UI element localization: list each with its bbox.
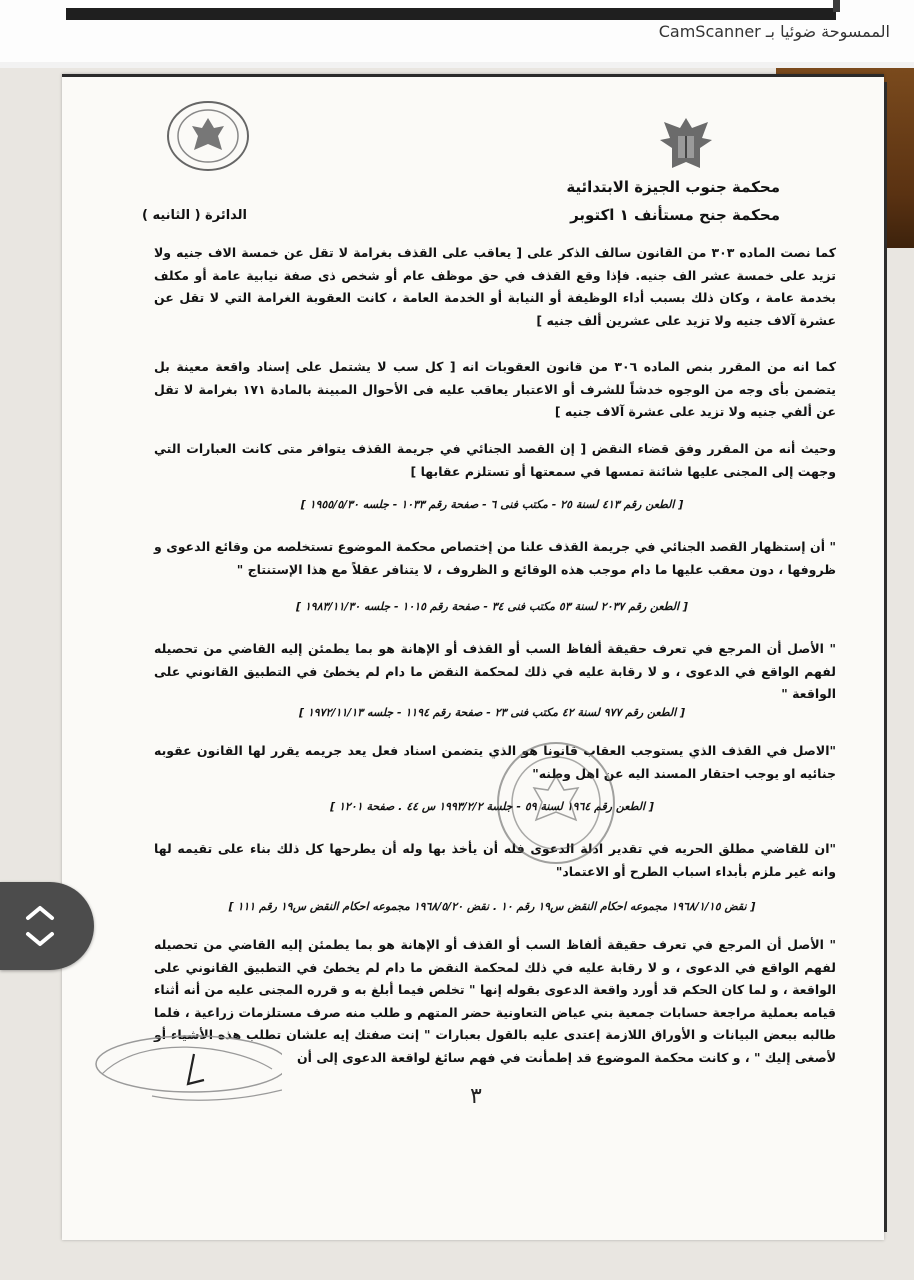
paragraph-defamation-definition: "الاصل في القذف الذي يستوجب العقاب قانونا هو الذي يتضمن اسناد فعل يعد جريمه يقرر لها القانون عقوبه جنائيه او يوجب احتقار المسند اليه عن اهل وطنه" (154, 743, 836, 781)
page-top-edge (62, 74, 884, 77)
paragraph-case-facts: " الأصل أن المرجع في تعرف حقيقة ألفاظ السب أو القذف أو الإهانة هو بما يطمئن إليه القاضي من تحصيله لفهم الواقع في الدعوى ، و لا رقابة عليه في ذلك لمحكمة النقض ما دام لم يخطئ في التطبيق القانوني على الواقعة ، و لما كان الحكم قد أورد واقعة الدعوى بقوله إنها " تخلص فيما أبلغ به و قرره المجنى عليه من أنه أثناء قيامه بعملية مراجعة حسابات جمعية بني عياض التعاونية حضر المتهم و طلب منه صرف مستلزمات زراعية ، فلما طالبه ببعض البيانات و الأوراق اللازمة إعتدى عليه بالقول بعبارات " إنت صفتك إيه علشان تطلب هذه الأشياء أو لأصغى إليك " ، و كانت محكمة الموضوع قد إطمأنت في فهم سائغ لواقعة الدعوى إلى أن (154, 937, 836, 1065)
page-number: ٣ (470, 1084, 482, 1109)
page-right-edge (884, 82, 887, 1232)
scanner-topbar (0, 0, 914, 63)
court-division: محكمة جنح مستأنف ١ اكتوبر (570, 206, 780, 224)
top-dark-edge (66, 8, 836, 20)
court-seal-icon (162, 98, 254, 174)
eagle-emblem-icon (656, 114, 716, 172)
signature-mark (82, 1024, 282, 1114)
chevron-up-down-icon (22, 902, 58, 950)
citation-5: [ نقض ١٩٦٨/١/١٥ مجموعه احكام النقض س١٩ رقم ١٠ . نقض ١٩٦٨/٥/٢٠ مجموعه احكام النقض س١٩ رقم ١١١ ] (228, 900, 756, 913)
ink-stamp-icon (490, 736, 622, 870)
scanner-credit: الممسوحة ضوئيا بـ CamScanner (658, 22, 890, 41)
citation-3: [ الطعن رقم ٩٧٧ لسنة ٤٢ مكتب فنى ٢٣ - صفحة رقم ١١٩٤ - جلسه ١٩٧٢/١١/١٣ ] (298, 706, 685, 719)
citation-2: [ الطعن رقم ٢٠٣٧ لسنة ٥٣ مكتب فنى ٣٤ - صفحة رقم ١٠١٥ - جلسه ١٩٨٣/١١/٣٠ ] (296, 600, 688, 613)
circuit-label: الدائرة ( الثانيه ) (142, 208, 248, 223)
citation-4: [ الطعن رقم ١٩٦٤ لسنة ٥٩ - جلسة ١٩٩٣/٢/٢ س ٤٤ . صفحة ١٢٠١ ] (330, 800, 654, 813)
paragraph-insult-meaning: " الأصل أن المرجع في تعرف حقيقة ألفاظ السب أو القذف أو الإهانة هو بما يطمئن إليه القاضي من تحصيله لفهم الواقع في الدعوى ، و لا رقابة عليه في ذلك لمحكمة النقض ما دام لم يخطئ في التطبيق القانوني على الواقعة " (154, 641, 836, 701)
court-name: محكمة جنوب الجيزة الابتدائية (566, 178, 780, 196)
document-page (62, 74, 884, 1240)
scroll-nav-button[interactable] (0, 882, 94, 970)
citation-1: [ الطعن رقم ٤١٣ لسنة ٢٥ - مكتب فنى ٦ - صفحة رقم ١٠٣٣ - جلسه ١٩٥٥/٥/٣٠ ] (300, 498, 684, 511)
paragraph-article-306: كما انه من المقرر بنص الماده ٣٠٦ من قانون العقوبات انه [ كل سب لا يشتمل على إسناد واقعة معينة بل يتضمن بأى وجه من الوجوه خدشاً للشرف أو الاعتبار يعاقب عليه فى الأحوال المبينة بالمادة ١٧١ بغرامة لا تقل عن ألفي جنيه ولا تزيد على عشرة آلاف جنيه ] (154, 359, 836, 419)
top-notch (833, 0, 840, 12)
paragraph-intent-inference: " أن إستظهار القصد الجنائي في جريمة القذف علنا من إختصاص محكمة الموضوع تستخلصه من وقائع الدعوى و ظروفها ، دون معقب عليها ما دام موجب هذه الوقائع و الظروف ، لا يتنافر عقلاً مع هذا الإستنتاج " (154, 539, 836, 577)
paragraph-intent-rule: وحيث أنه من المقرر وفق قضاء النقض [ إن القصد الجنائي في جريمة القذف يتوافر متى كانت العبارات التي وجهت إلى المجنى عليها شائنة تمسها في سمعتها أو تستلزم عقابها ] (154, 441, 836, 479)
paragraph-article-303: كما نصت الماده ٣٠٣ من القانون سالف الذكر على [ يعاقب على القذف بغرامة لا تقل عن خمسة الاف جنيه ولا تزيد على خمسة عشر الف جنيه. فإذا وقع القذف في حق موظف عام أو شخص ذى صفة نيابية عامة أو مكلف بخدمة عامة ، وكان ذلك بسبب أداء الوظيفة أو النيابة أو الخدمة العامة ، كانت العقوبة الغرامة التي لا تقل عن عشرة آلاف جنيه ولا تزيد على عشرين ألف جنيه ] (154, 245, 836, 328)
paragraph-judge-discretion: "ان للقاضي مطلق الحريه في تقدير ادلة الدعوى فله أن يأخذ بها وله أن يطرحها كل ذلك بناء على تقيمه لها وانه غير ملزم بأبداء اسباب الطرح أو الاعتماد" (154, 841, 836, 879)
